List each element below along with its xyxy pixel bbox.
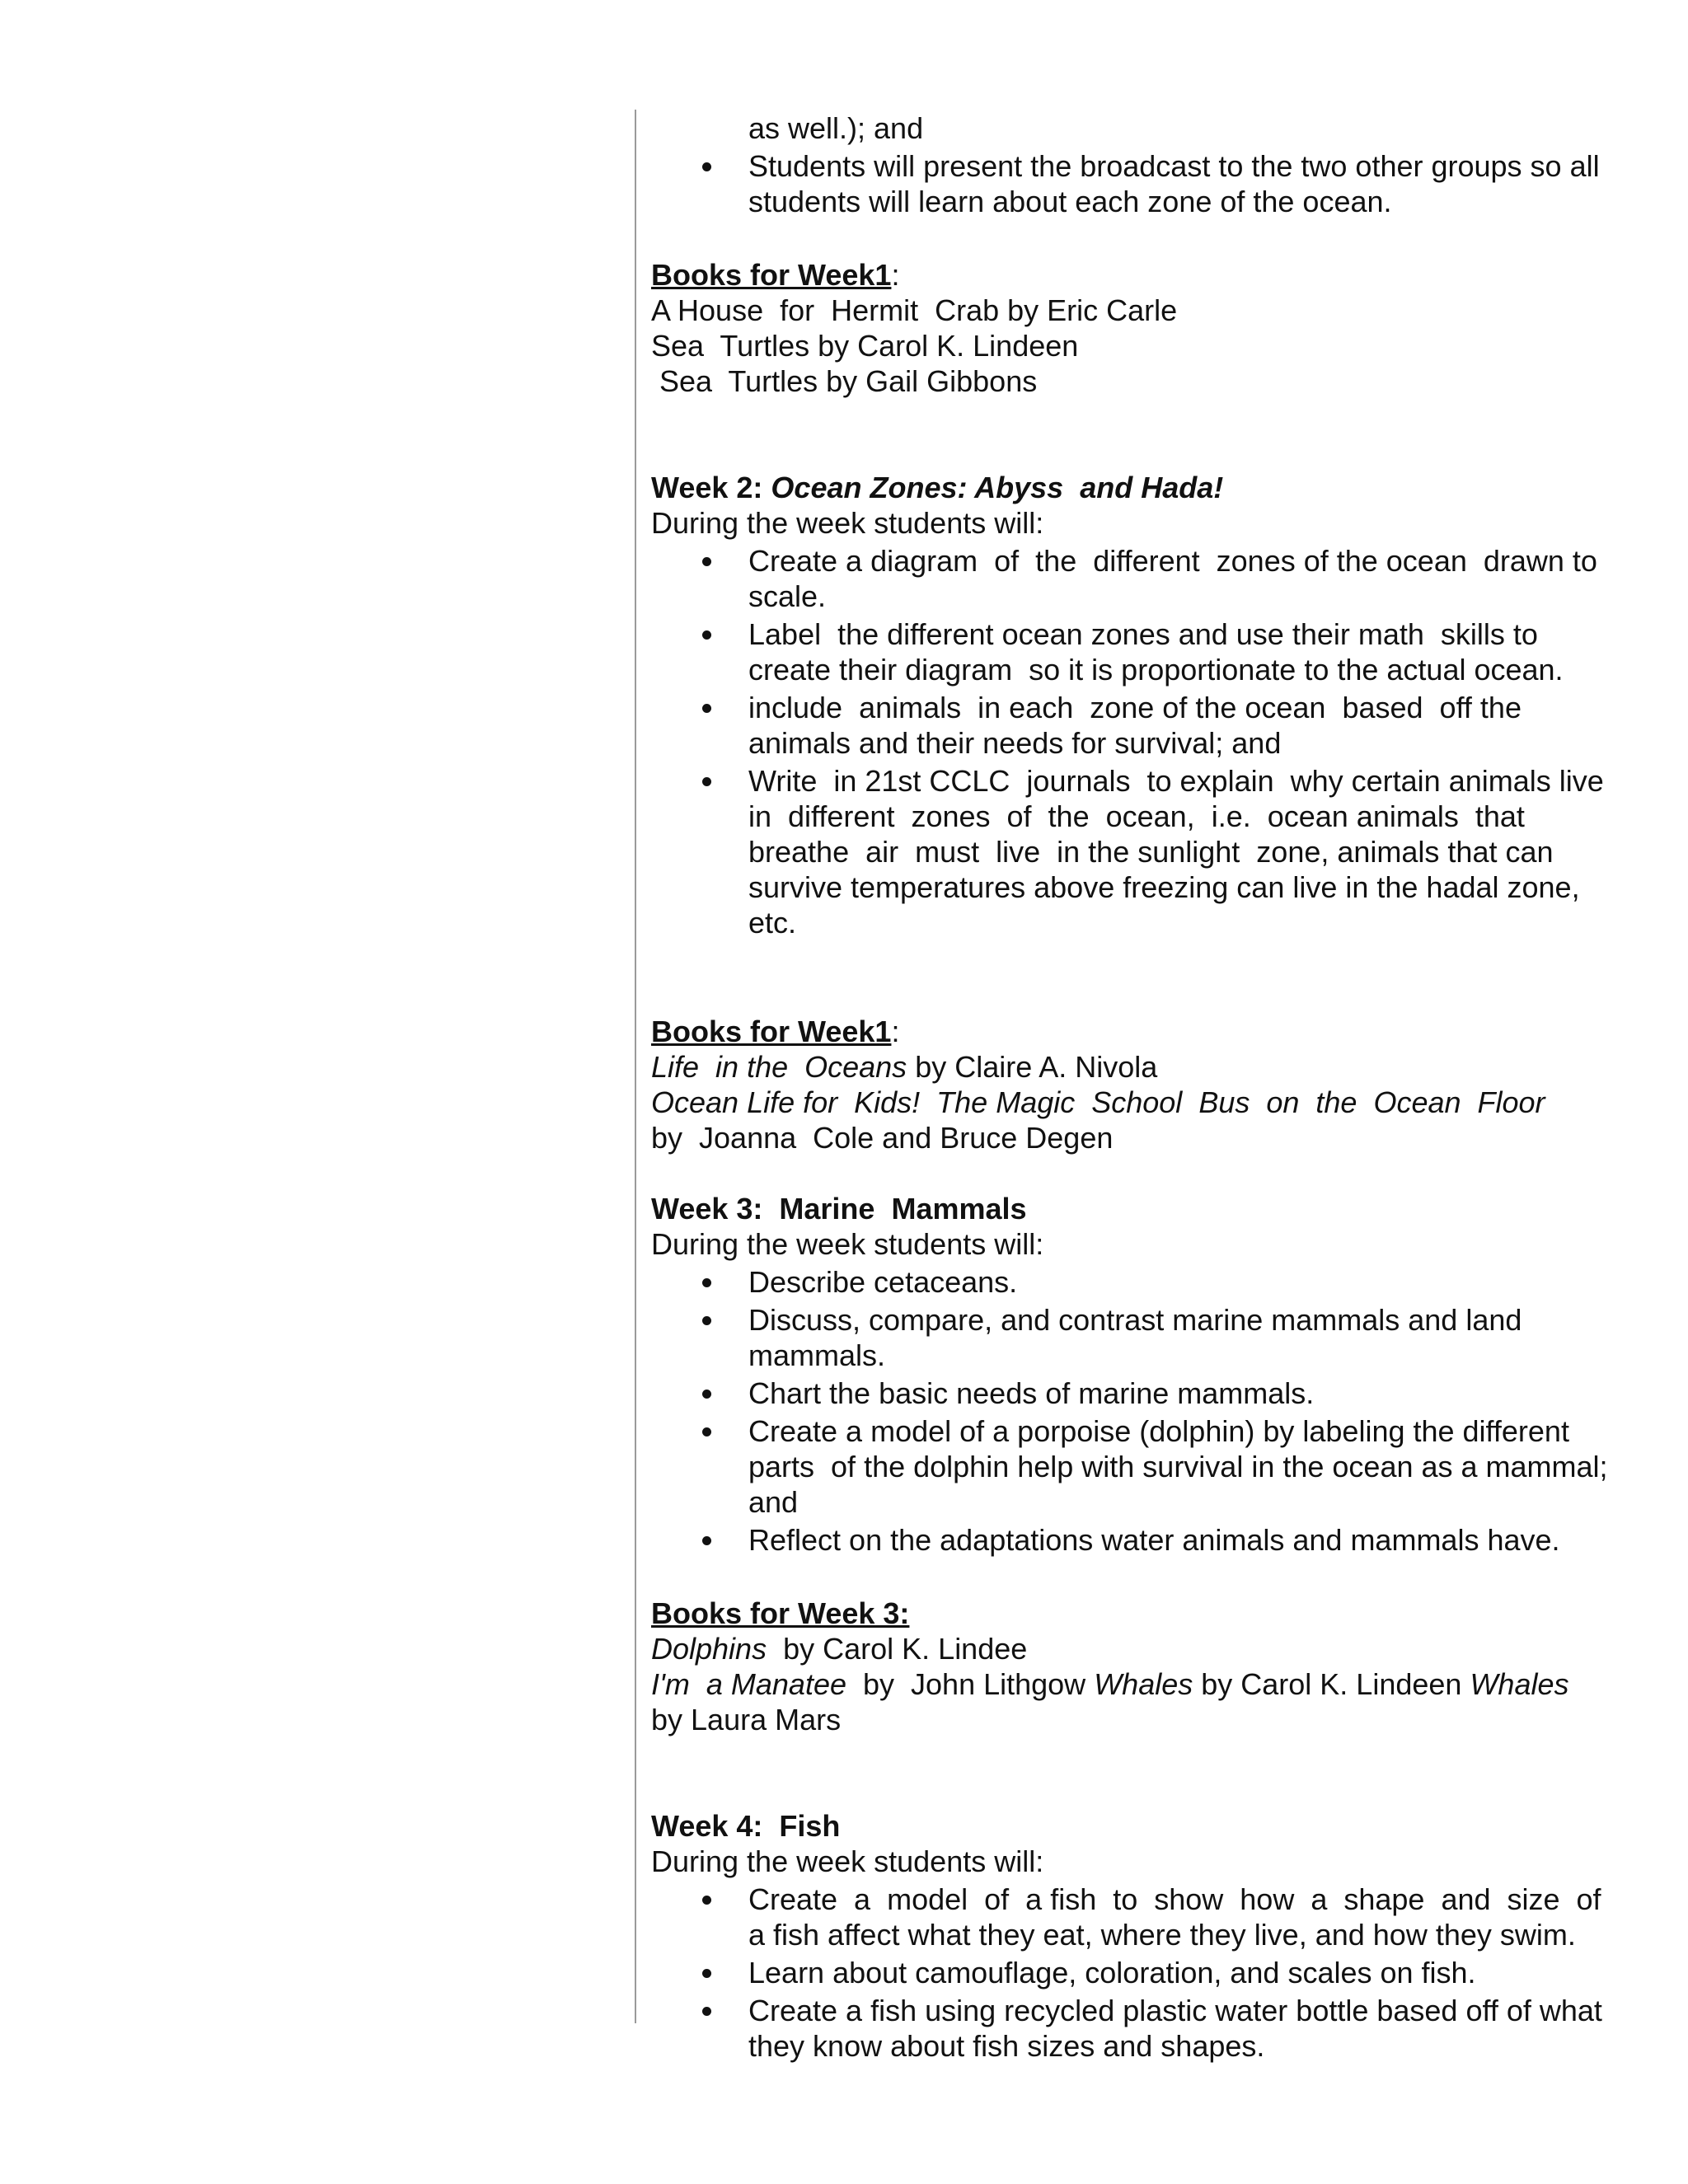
week2-intro: During the week students will:	[651, 506, 1044, 540]
list-item: include animals in each zone of the ocean based off the animals and their needs for survival; and	[651, 690, 1615, 761]
document-body	[651, 110, 1620, 2066]
book-title: Ocean Life for Kids! The Magic School Bus on the Ocean Floor	[651, 1085, 1545, 1119]
continued-text: as well.); and	[748, 111, 924, 145]
book-item	[651, 1666, 1615, 1702]
books-week2-heading-line	[651, 1014, 1615, 1049]
book-item	[651, 1631, 1615, 1666]
list-item: Create a diagram of the different zones of the ocean drawn to scale.	[651, 543, 1615, 614]
list-item: Label the different ocean zones and use their math skills to create their diagram so it is proportionate to the actual ocean.	[651, 616, 1615, 687]
book-item: Sea Turtles by Carol K. Lindeen	[651, 329, 1079, 363]
books-week2-colon: :	[891, 1015, 900, 1048]
book-author: by Joanna Cole and Bruce Degen	[651, 1121, 1114, 1155]
books-week1-colon: :	[891, 258, 900, 292]
week4-heading: Week 4: Fish	[651, 1809, 841, 1843]
books-week2-heading: Books for Week1	[651, 1015, 892, 1048]
week2-label: Week 2:	[651, 471, 763, 504]
book-author: by Laura Mars	[651, 1703, 842, 1736]
list-item: Describe cetaceans.	[651, 1264, 1615, 1300]
list-item: Students will present the broadcast to the two other groups so all students will learn about each zone of the ocean.	[651, 148, 1615, 219]
books-week1-heading-line	[651, 257, 1615, 293]
list-item: Create a model of a porpoise (dolphin) by labeling the different parts of the dolphin help with survival in the ocean as a mammal; and	[651, 1413, 1615, 1520]
book-author: by Carol K. Lindee	[767, 1632, 1028, 1666]
week2-heading	[651, 470, 1615, 505]
week1-activity-list	[651, 148, 1615, 219]
margin-rule	[635, 110, 636, 2023]
week4-activity-list	[651, 1882, 1618, 2064]
book-title: Whales	[1094, 1667, 1193, 1701]
books-week1-heading: Books for Week1	[651, 258, 892, 292]
list-item: Create a fish using recycled plastic water bottle based off of what they know about fish sizes and shapes.	[651, 1993, 1615, 2064]
list-item: Write in 21st CCLC journals to explain why certain animals live in different zones of the ocean, i.e. ocean animals that breathe air must live in the sunlight zone, animals that can survive temperatures above freezing can live in the hadal zone, etc.	[651, 763, 1615, 940]
book-title: Dolphins	[651, 1632, 767, 1666]
list-item: Chart the basic needs of marine mammals.	[651, 1376, 1615, 1411]
week3-activity-list	[651, 1264, 1615, 1558]
book-item: Sea Turtles by Gail Gibbons	[651, 364, 1038, 398]
book-author: by Claire A. Nivola	[907, 1050, 1158, 1084]
book-title: Life in the Oceans	[651, 1050, 907, 1084]
week3-intro: During the week students will:	[651, 1227, 1044, 1261]
book-item: A House for Hermit Crab by Eric Carle	[651, 293, 1178, 327]
list-item: Create a model of a fish to show how a shape and size of a fish affect what they eat, where they live, and how they swim.	[651, 1882, 1615, 1952]
book-title: I'm a Manatee	[651, 1667, 846, 1701]
list-item: Learn about camouflage, coloration, and scales on fish.	[651, 1955, 1615, 1990]
book-title: Whales	[1470, 1667, 1569, 1701]
book-item	[651, 1049, 1615, 1085]
books-week3-heading: Books for Week 3:	[651, 1596, 910, 1630]
book-author: by John Lithgow	[846, 1667, 1095, 1701]
book-author: by Carol K. Lindeen	[1193, 1667, 1470, 1701]
week4-intro: During the week students will:	[651, 1844, 1044, 1878]
week2-activity-list	[651, 543, 1620, 940]
list-item: Reflect on the adaptations water animals and mammals have.	[651, 1522, 1615, 1558]
list-item: Discuss, compare, and contrast marine mammals and land mammals.	[651, 1302, 1615, 1373]
week2-title: Ocean Zones: Abyss and Hada!	[771, 471, 1224, 504]
week3-heading: Week 3: Marine Mammals	[651, 1192, 1027, 1226]
